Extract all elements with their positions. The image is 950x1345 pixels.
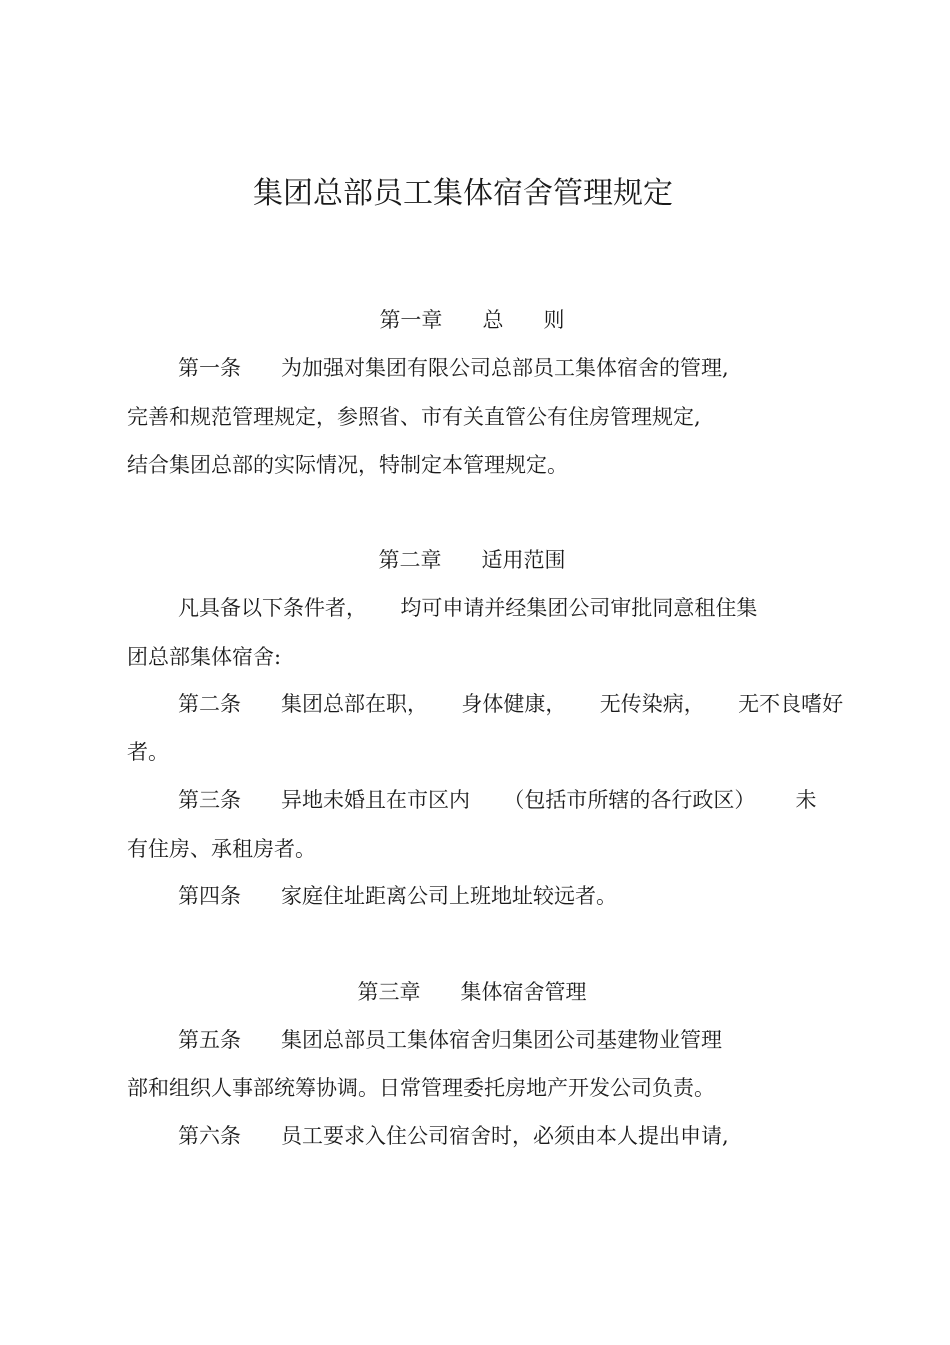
document-title: 集团总部员工集体宿舍管理规定 — [253, 176, 673, 211]
article-1-line-1: 第一条 为加强对集团有限公司总部员工集体宿舍的管理, — [178, 356, 729, 380]
article-3-line-1: 第三条 异地未婚且在市区内 （包括市所辖的各行政区） 未 — [178, 788, 817, 812]
chapter-2-intro-line-1: 凡具备以下条件者， 均可申请并经集团公司审批同意租住集 — [178, 596, 758, 620]
article-5-line-2: 部和组织人事部统筹协调。日常管理委托房地产开发公司负责。 — [127, 1076, 715, 1100]
chapter-1-heading: 第一章 总 则 — [379, 308, 565, 332]
article-4-line-1: 第四条 家庭住址距离公司上班地址较远者。 — [178, 884, 618, 908]
article-1-line-3: 结合集团总部的实际情况，特制定本管理规定。 — [127, 453, 568, 477]
chapter-2-heading: 第二章 适用范围 — [378, 548, 566, 572]
chapter-2-intro-line-2: 团总部集体宿舍: — [127, 645, 282, 669]
article-2-line-2: 者。 — [127, 740, 169, 764]
article-2-line-1: 第二条 集团总部在职， 身体健康， 无传染病， 无不良嗜好 — [178, 692, 844, 716]
article-1-line-2: 完善和规范管理规定，参照省、市有关直管公有住房管理规定, — [127, 405, 701, 429]
article-5-line-1: 第五条 集团总部员工集体宿舍归集团公司基建物业管理 — [178, 1028, 723, 1052]
chapter-3-heading: 第三章 集体宿舍管理 — [357, 980, 587, 1004]
article-3-line-2: 有住房、承租房者。 — [127, 837, 316, 861]
article-6-line-1: 第六条 员工要求入住公司宿舍时，必须由本人提出申请, — [178, 1124, 729, 1148]
